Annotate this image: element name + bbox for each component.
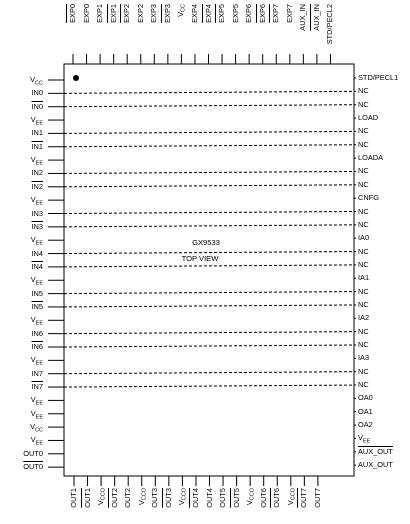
pin-name: V xyxy=(177,500,187,506)
pin-name: NC xyxy=(358,340,369,349)
pin-label-right xyxy=(358,420,373,429)
pin-label-left xyxy=(3,409,43,422)
pin-subscript: CCO xyxy=(181,488,188,501)
pin-label-vert xyxy=(109,4,118,23)
pin-subscript: EE xyxy=(35,414,43,421)
pin-name: EXP4 xyxy=(203,4,213,23)
pin-name: NC xyxy=(358,326,369,336)
pin-name: IN0 xyxy=(31,101,43,111)
pin-name: OUT0 xyxy=(23,462,43,472)
pin-label-right xyxy=(358,327,369,336)
pin-subscript: EE xyxy=(35,160,43,167)
pin-name: LOAD xyxy=(358,113,379,123)
pin-label-left xyxy=(3,222,43,231)
pin-name: OUT7 xyxy=(312,488,322,508)
pin-name: EXP3 xyxy=(149,4,159,23)
pin-name: NC xyxy=(358,86,369,96)
pin-label-right xyxy=(358,207,369,216)
pin-subscript: EE xyxy=(35,400,43,407)
pin-name: V xyxy=(136,500,146,506)
pin-label-right xyxy=(358,153,383,162)
pin-label-left xyxy=(3,422,43,435)
pin-label-right xyxy=(358,273,369,282)
pin-name: V xyxy=(176,11,186,17)
pin-label-left xyxy=(3,142,43,151)
pin-label-vert xyxy=(123,488,132,508)
pin-name: EXP7 xyxy=(284,4,294,23)
pin-name: OUT5 xyxy=(231,488,241,508)
pin-name: IN3 xyxy=(31,208,43,218)
pin-subscript: EE xyxy=(35,320,43,327)
pin-label-vert xyxy=(163,4,172,23)
pin-label-vert xyxy=(177,488,189,505)
pin-label-left xyxy=(3,102,43,111)
pin-label-right xyxy=(358,247,369,256)
pin-label-vert xyxy=(299,488,308,508)
pin-subscript: CC xyxy=(180,4,187,12)
pin-label-left xyxy=(3,75,43,88)
pin-subscript: EE xyxy=(35,120,43,127)
pin-name: NC xyxy=(358,286,369,296)
pin-label-vert xyxy=(190,4,199,23)
pin-label-vert xyxy=(150,488,159,508)
pin-name: OUT6 xyxy=(258,488,268,508)
pin-label-left xyxy=(3,369,43,378)
pin-name: OUT1 xyxy=(82,488,92,508)
pin-name: OUT7 xyxy=(299,488,309,508)
pin-name: EXP0 xyxy=(68,4,77,23)
pin-name: OUT1 xyxy=(69,488,78,508)
pin-label-vert xyxy=(82,4,91,23)
pin-label-right xyxy=(358,166,369,175)
pin-name: OUT3 xyxy=(163,488,173,508)
pin-name: NC xyxy=(358,179,369,189)
pin-name: EXP4 xyxy=(189,4,199,23)
pin-label-right xyxy=(358,180,369,189)
pin-name: OUT4 xyxy=(204,488,214,508)
pin-label-vert xyxy=(205,488,214,508)
pin-name: IN0 xyxy=(31,88,43,98)
pin-label-right xyxy=(358,140,369,149)
pin-label-vert xyxy=(298,4,307,31)
pin-label-left xyxy=(3,209,43,218)
pin-label-left xyxy=(3,449,43,458)
pin-subscript: CC xyxy=(35,80,43,87)
pin-label-left xyxy=(3,128,43,137)
pin-name: OUT3 xyxy=(150,488,160,508)
pin-label-right xyxy=(358,433,370,446)
pin-name: V xyxy=(30,395,36,405)
pin-name: IN1 xyxy=(31,141,43,151)
pin-label-vert xyxy=(83,488,92,508)
pin-label-left xyxy=(3,275,43,288)
pin-label-right xyxy=(358,460,393,469)
pin-label-vert xyxy=(110,488,119,508)
pin-label-right xyxy=(358,220,369,229)
pin-name: EXP5 xyxy=(230,4,240,23)
pin-label-left xyxy=(3,289,43,298)
pin-name: NC xyxy=(358,299,369,309)
pin-name: OUT0 xyxy=(23,448,43,458)
pin-label-right xyxy=(358,367,369,376)
pin-name: AUX_OUT xyxy=(358,460,393,470)
pin-name: NC xyxy=(358,380,369,390)
pin-label-vert xyxy=(272,488,281,508)
pin-name: LOADA xyxy=(358,153,384,163)
pin-name: IA3 xyxy=(358,353,370,363)
pin-name: EXP1 xyxy=(95,4,105,23)
pin-name: CNFG xyxy=(358,193,379,203)
pin-name: IN2 xyxy=(31,168,43,178)
pin-name: OUT2 xyxy=(123,488,133,508)
pin-label-left xyxy=(3,155,43,168)
pin-name: STD/PECL1 xyxy=(358,73,399,82)
pin-label-vert xyxy=(325,4,334,44)
pin-label-right xyxy=(358,287,369,296)
pin-label-vert xyxy=(244,4,253,23)
pin-name: NC xyxy=(358,126,369,136)
pin-label-right xyxy=(358,126,369,135)
pin-name: V xyxy=(245,500,255,506)
pin-label-vert xyxy=(286,488,298,505)
chip-view-label: TOP VIEW xyxy=(181,254,219,263)
pin-name: V xyxy=(30,355,36,365)
pin-subscript: EE xyxy=(35,440,43,447)
pin-label-vert xyxy=(312,4,321,31)
pin-name: NC xyxy=(358,366,369,376)
pin-label-left xyxy=(3,249,43,258)
pin-subscript: CCO xyxy=(141,488,148,501)
pin-label-vert xyxy=(313,488,322,508)
pin-label-left xyxy=(3,182,43,191)
pin-name: IA1 xyxy=(358,273,370,283)
pin-name: IA2 xyxy=(358,313,370,323)
pin-label-left xyxy=(3,115,43,128)
pin-subscript: CCO xyxy=(249,488,256,501)
pin-name: NC xyxy=(358,166,369,176)
pin-label-right xyxy=(358,340,369,349)
pin-name: OUT6 xyxy=(272,488,282,508)
pin-label-left xyxy=(3,235,43,248)
pin-name: OUT5 xyxy=(218,488,228,508)
pin-label-vert xyxy=(259,488,268,508)
pin-label-vert xyxy=(164,488,173,508)
pin-subscript: EE xyxy=(35,360,43,367)
pin-name: IN7 xyxy=(31,368,43,378)
pin-label-vert xyxy=(122,4,131,23)
pin-name: V xyxy=(30,75,36,84)
pin-label-left xyxy=(3,329,43,338)
pin-name: V xyxy=(96,500,106,506)
pin-label-vert xyxy=(258,4,267,23)
pin-name: IN6 xyxy=(31,328,43,338)
pin-name: V xyxy=(30,195,36,205)
pin-name: NC xyxy=(358,246,369,256)
pin-name: AUX_IN xyxy=(298,4,308,31)
pin-name: NC xyxy=(358,139,369,149)
pin-label-vert xyxy=(96,488,108,505)
pin-name: IN2 xyxy=(31,181,43,191)
pin-label-right xyxy=(358,300,369,309)
pin-name: IN1 xyxy=(31,128,43,138)
pin-label-right xyxy=(358,393,373,402)
pin-label-vert xyxy=(149,4,158,23)
pin-name: V xyxy=(30,115,36,125)
pin-name: AUX_OUT xyxy=(358,446,393,456)
pin-subscript: CCO xyxy=(100,488,107,501)
pin-label-left xyxy=(3,168,43,177)
pin-name: NC xyxy=(358,99,369,109)
chip-body xyxy=(64,64,354,476)
pin-name: AUX_IN xyxy=(311,4,321,31)
pin-label-vert xyxy=(218,488,227,508)
pin-label-left xyxy=(3,462,43,471)
pin-label-vert xyxy=(271,4,280,23)
pin-name: EXP2 xyxy=(135,4,145,23)
pin-name: IN5 xyxy=(31,301,43,311)
pin-label-left xyxy=(3,302,43,311)
pin-name: EXP3 xyxy=(162,4,172,23)
pin-label-left xyxy=(3,315,43,328)
pin-name: OUT4 xyxy=(190,488,200,508)
pin-name: V xyxy=(30,155,36,165)
pin-name: V xyxy=(358,433,363,443)
pin-name: OA1 xyxy=(358,406,373,416)
pin-name: EXP0 xyxy=(81,4,91,23)
pin-label-vert xyxy=(68,4,77,23)
pin-name: V xyxy=(30,408,36,418)
pin-name: NC xyxy=(358,259,369,269)
pin-name: EXP2 xyxy=(122,4,132,23)
pin-name: OUT2 xyxy=(109,488,119,508)
pin-name: NC xyxy=(358,206,369,216)
pin-subscript: EE xyxy=(362,438,371,445)
pin-label-vert xyxy=(95,4,104,23)
pin-name: NC xyxy=(358,219,369,229)
pin-name: V xyxy=(30,315,36,325)
pin-label-right xyxy=(358,260,369,269)
pin-label-vert xyxy=(245,488,257,505)
pin-label-vert xyxy=(231,4,240,23)
pin-label-vert xyxy=(204,4,213,23)
pin-name: EXP6 xyxy=(257,4,267,23)
pin-label-right xyxy=(358,233,369,242)
pin-label-left xyxy=(3,342,43,351)
pin-label-left xyxy=(3,395,43,408)
pin-label-right xyxy=(358,380,369,389)
pin-label-left xyxy=(3,382,43,391)
pin-subscript: EE xyxy=(35,200,43,207)
pin-name: IN4 xyxy=(31,261,43,271)
pin-label-right xyxy=(358,193,379,202)
pin-label-right xyxy=(358,113,378,122)
pin-label-left xyxy=(3,435,43,448)
pin-name: IN5 xyxy=(31,288,43,298)
pin1-marker xyxy=(73,75,79,81)
pin-name: IN3 xyxy=(31,221,43,231)
pin-name: V xyxy=(30,435,36,445)
pin-name: V xyxy=(30,235,36,245)
pin-subscript: EE xyxy=(35,280,43,287)
pin-name: EXP5 xyxy=(217,4,227,23)
pin-label-right xyxy=(358,100,369,109)
pin-label-vert xyxy=(176,4,188,17)
pin-label-right xyxy=(358,86,369,95)
pin-name: STD/PECL2 xyxy=(325,4,335,45)
chip-part-number: GX9533 xyxy=(192,238,220,247)
pin-label-left xyxy=(3,88,43,97)
pin-name: V xyxy=(30,422,36,432)
pin-subscript: CC xyxy=(35,427,43,434)
pin-label-right xyxy=(358,313,369,322)
pin-label-vert xyxy=(69,488,78,508)
pin-name: EXP6 xyxy=(244,4,254,23)
pin-name: V xyxy=(30,275,36,285)
pin-label-left xyxy=(3,355,43,368)
pin-label-right xyxy=(358,353,369,362)
pin-label-right xyxy=(358,407,373,416)
pin-subscript: EE xyxy=(35,240,43,247)
pin-label-vert xyxy=(136,4,145,23)
pin-label-left xyxy=(3,262,43,271)
pin-name: V xyxy=(285,500,295,506)
pin-name: EXP7 xyxy=(271,4,281,23)
pin-subscript: CCO xyxy=(290,488,297,501)
pin-name: OA2 xyxy=(358,420,373,430)
pin-label-vert xyxy=(137,488,149,505)
pin-label-vert xyxy=(191,488,200,508)
pin-label-vert xyxy=(285,4,294,23)
pin-name: IN7 xyxy=(31,382,43,392)
pin-name: IN6 xyxy=(31,342,43,351)
pin-label-right xyxy=(358,447,393,456)
pin-name: OA0 xyxy=(358,393,373,403)
pin-label-vert xyxy=(232,488,241,508)
pin-name: IN4 xyxy=(31,248,43,258)
pin-name: IA0 xyxy=(358,233,370,243)
pin-label-right xyxy=(358,73,398,82)
pin-label-vert xyxy=(217,4,226,23)
pin-name: EXP1 xyxy=(108,4,118,23)
pin-label-left xyxy=(3,195,43,208)
